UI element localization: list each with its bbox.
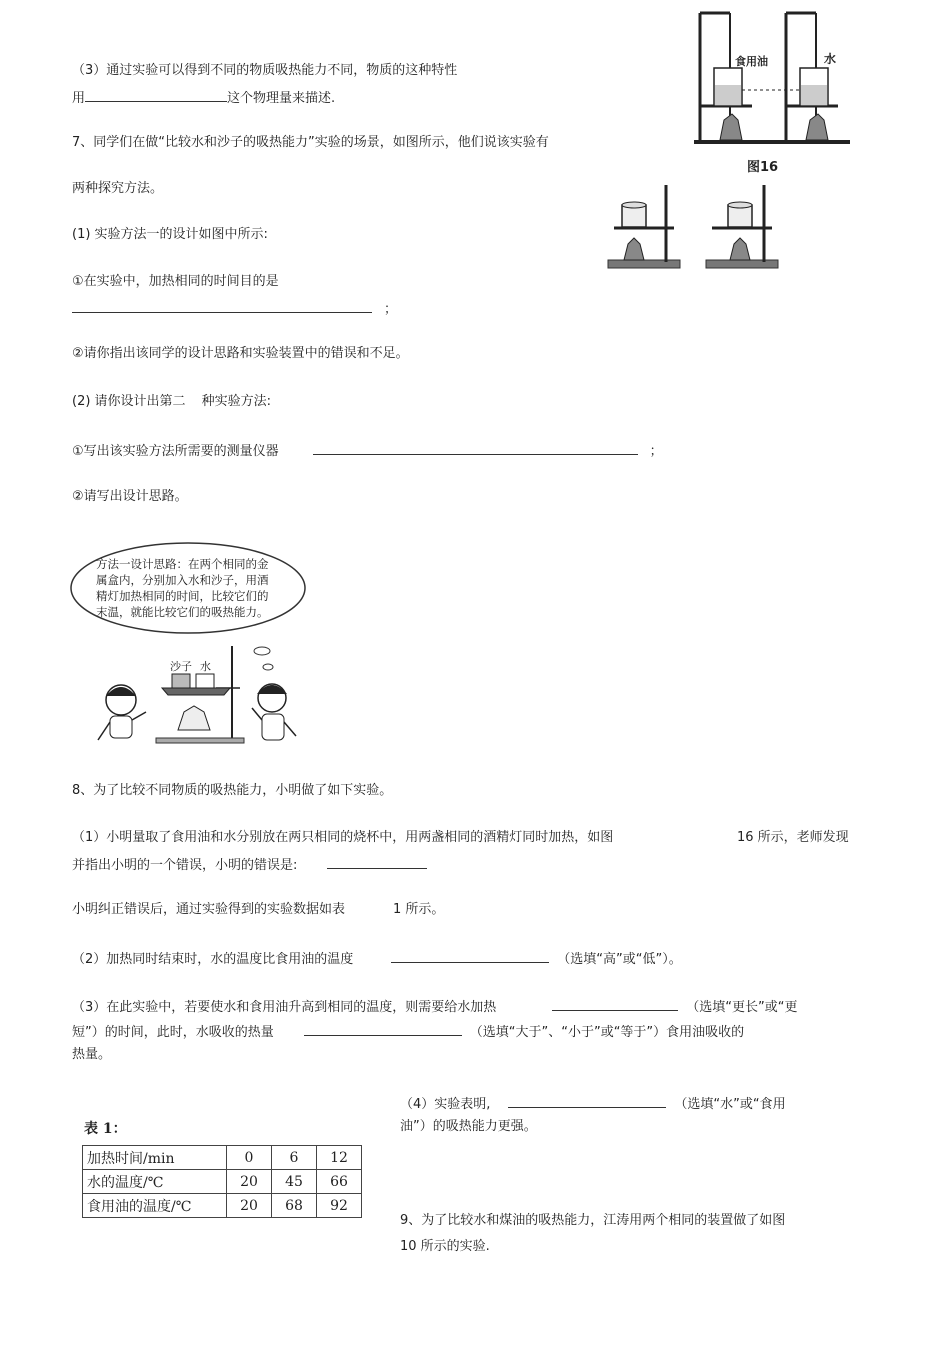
q8-part1-d-line	[72, 901, 444, 919]
q8-part4-blank[interactable]	[508, 1093, 666, 1108]
q8-line1: 8、为了比较不同物质的吸热能力，小明做了如下实验。	[72, 783, 393, 798]
q8-part3-a: （3）在此实验中，若要使水和食用油升高到相同的温度，则需要给水加热	[72, 1000, 497, 1015]
table-cell: 45	[272, 1170, 317, 1194]
figure-16	[690, 8, 855, 178]
table-cell: 68	[272, 1194, 317, 1218]
q8-part1-c: 并指出小明的一个错误，小明的错误是:	[72, 858, 298, 873]
q8-part1-c-line	[72, 854, 427, 875]
q8-part4-b: （选填“水”或“食用	[674, 1097, 786, 1112]
q7-section2-b: 种实验方法:	[201, 394, 271, 409]
figure-method-one-cartoon	[66, 540, 346, 750]
q7-section2-a: (2) 请你设计出第二	[72, 394, 186, 409]
q7-section1-item1: ①在实验中，加热相同的时间目的是	[72, 274, 279, 289]
bubble-line: 精灯加热相同的时间，比较它们的	[96, 589, 269, 603]
q7-section1-blank-line	[72, 298, 397, 319]
label-sand: 沙子	[170, 660, 192, 673]
q8-part2-line	[72, 948, 682, 969]
q9-line2: 10 所示的实验.	[400, 1239, 490, 1254]
table-row	[83, 1194, 362, 1218]
fig16-caption: 图16	[747, 160, 779, 175]
q8-part4-line1	[400, 1093, 786, 1114]
table-cell: 92	[317, 1194, 362, 1218]
q8-part3-blank2[interactable]	[304, 1021, 462, 1036]
fig16-label-oil: 食用油	[735, 55, 768, 68]
q7-section2-item1	[72, 440, 663, 461]
q8-part1-d2: 1 所示。	[393, 902, 445, 917]
q8-part3-b: （选填“更长”或“更	[686, 1000, 798, 1015]
table-cell: 20	[227, 1194, 272, 1218]
q7-instrument-blank[interactable]	[313, 440, 638, 455]
table-cell: 12	[317, 1146, 362, 1170]
q8-part3-blank1[interactable]	[552, 996, 678, 1011]
table-row	[83, 1146, 362, 1170]
q8-part1-b: 16 所示，老师发现	[737, 830, 849, 845]
q8-part3-e: 热量。	[72, 1047, 112, 1062]
table-cell: 6	[272, 1146, 317, 1170]
q8-part3-d: （选填“大于”、“小于”或“等于”）食用油吸收的	[469, 1025, 745, 1040]
q6-part3-line2	[72, 87, 335, 108]
q8-part2-b: （选填“高”或“低”）。	[557, 952, 682, 967]
q8-part1-a: （1）小明量取了食用油和水分别放在两只相同的烧杯中，用两盏相同的酒精灯同时加热，如图	[72, 830, 614, 845]
semicolon: ；	[649, 444, 663, 459]
q7-section1-answer-blank[interactable]	[72, 298, 372, 313]
q9-line1: 9、为了比较水和煤油的吸热能力，江涛用两个相同的装置做了如图	[400, 1213, 786, 1228]
q6-answer-blank[interactable]	[85, 87, 227, 102]
bubble-line: 末温，就能比较它们的吸热能力。	[96, 605, 269, 619]
q6-part3-line1: （3）通过实验可以得到不同的物质吸热能力不同，物质的这种特性	[72, 63, 458, 78]
q8-part2-a: （2）加热同时结束时，水的温度比食用油的温度	[72, 952, 354, 967]
q7-section1: (1) 实验方法一的设计如图中所示:	[72, 227, 268, 242]
q8-part1-d1: 小明纠正错误后，通过实验得到的实验数据如表	[72, 902, 346, 917]
table-cell: 水的温度/℃	[83, 1170, 227, 1194]
q7-line2: 两种探究方法。	[72, 181, 164, 196]
q6-prefix: 用	[72, 91, 86, 106]
table1-title: 表 1：	[84, 1121, 127, 1137]
label-water: 水	[200, 660, 211, 673]
q7-line1: 7、同学们在做“比较水和沙子的吸热能力”实验的场景，如图所示，他们说该实验有	[72, 135, 549, 150]
q7-instrument-prompt: ①写出该实验方法所需要的测量仪器	[72, 444, 279, 459]
table-cell: 加热时间/min	[83, 1146, 227, 1170]
q8-part3-c: 短”）的时间，此时，水吸收的热量	[72, 1025, 274, 1040]
figure-two-stands	[604, 180, 784, 275]
q8-part3-line1	[72, 996, 798, 1017]
table-row	[83, 1170, 362, 1194]
q8-part4-a: （4）实验表明,	[400, 1097, 491, 1112]
table1	[82, 1145, 362, 1218]
q6-suffix: 这个物理量来描述.	[227, 91, 336, 106]
table-cell: 0	[227, 1146, 272, 1170]
q8-part4-c: 油”）的吸热能力更强。	[400, 1119, 537, 1134]
table-cell: 20	[227, 1170, 272, 1194]
q8-part2-blank[interactable]	[391, 948, 549, 963]
q7-section2-item2: ②请写出设计思路。	[72, 489, 188, 504]
fig16-label-water: 水	[824, 52, 837, 66]
table-cell: 66	[317, 1170, 362, 1194]
q8-part3-line2	[72, 1021, 744, 1042]
semicolon: ；	[384, 302, 398, 317]
q7-section1-item2: ②请你指出该同学的设计思路和实验装置中的错误和不足。	[72, 346, 409, 361]
q7-section2	[72, 393, 271, 411]
bubble-line: 属盒内，分别加入水和沙子，用酒	[96, 573, 269, 587]
bubble-line: 方法一设计思路：在两个相同的金	[96, 557, 269, 571]
q8-error-blank[interactable]	[327, 854, 427, 869]
table-cell: 食用油的温度/℃	[83, 1194, 227, 1218]
